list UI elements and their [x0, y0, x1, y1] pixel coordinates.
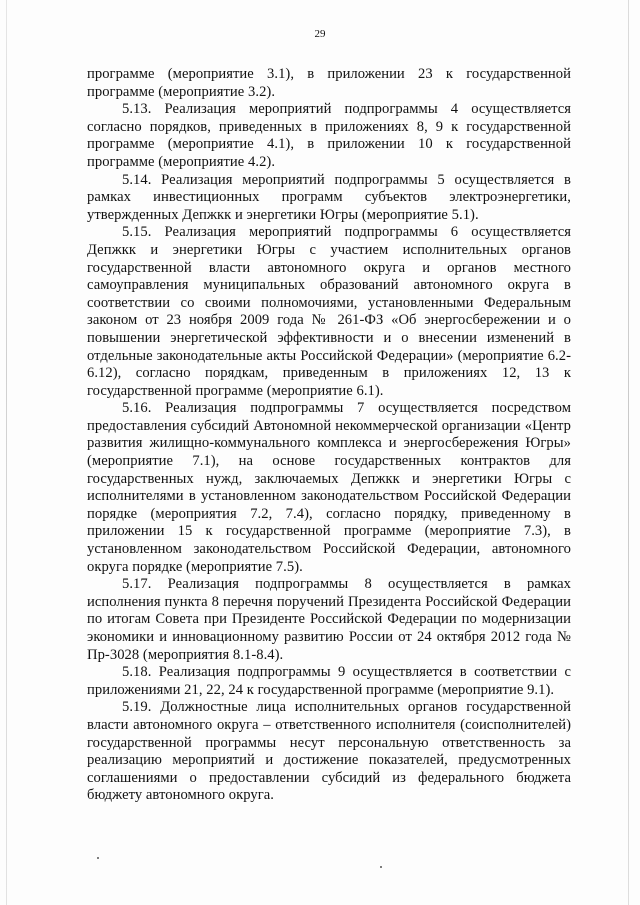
scan-speck: [97, 857, 99, 859]
paragraph-5-13: 5.13. Реализация мероприятий подпрограммы 4 осуществляется согласно порядков, приведенных в приложениях 8, 9 к государственной программе (мероприятие 4.1), в приложении 10 к государственной программе (мероприятие 4.2).: [87, 101, 571, 170]
paragraph-continuation: программе (мероприятие 3.1), в приложении 23 к государственной программе (мероприятие 3.2).: [87, 66, 571, 100]
paragraph-5-16: 5.16. Реализация подпрограммы 7 осуществляется посредством предоставления субсидий Автономной некоммерческой организации «Центр развития жилищно-коммунального комплекса и энергосбережения Югры» (мероприятие 7.1), на основе государственных контрактов для государственных нужд, заключаемых Депжкк и энергетики Югры с исполнителями в установленном законодательством Российской Федерации порядке (мероприятия 7.2, 7.4), согласно порядку, приведенному в приложении 15 к государственной программе (мероприятие 7.3), в установленном законодательством Российской Федерации, автономного округа порядке (мероприятие 7.5).: [87, 400, 571, 575]
paragraph-5-17: 5.17. Реализация подпрограммы 8 осуществляется в рамках исполнения пункта 8 перечня поручений Президента Российской Федерации по итогам Совета при Президенте Российской Федерации по модернизации экономики и инновационному развитию России от 24 октября 2012 года № Пр-3028 (мероприятия 8.1-8.4).: [87, 576, 571, 663]
paragraph-5-19: 5.19. Должностные лица исполнительных органов государственной власти автономного округа – ответственного исполнителя (соисполнителей) государственной программы несут персональную ответственность за реализацию мероприятий и достижение показателей, предусмотренных соглашениями о предоставлении субсидий из федерального бюджета бюджету автономного округа.: [87, 699, 571, 804]
scan-edge-right: [628, 0, 629, 905]
scan-speck: [380, 866, 382, 868]
document-body: [87, 66, 571, 805]
paragraph-5-15: 5.15. Реализация мероприятий подпрограммы 6 осуществляется Депжкк и энергетики Югры с участием исполнительных органов государственной власти автономного округа и органов местного самоуправления муниципальных образований автономного округа в соответствии со своими полномочиями, установленными Федеральным законом от 23 ноября 2009 года № 261-ФЗ «Об энергосбережении и о повышении энергетической эффективности и о внесении изменений в отдельные законодательные акты Российской Федерации» (мероприятие 6.2-6.12), согласно порядкам, приведенным в приложениях 12, 13 к государственной программе (мероприятие 6.1).: [87, 224, 571, 399]
page-number: 29: [314, 28, 326, 40]
paragraph-5-14: 5.14. Реализация мероприятий подпрограммы 5 осуществляется в рамках инвестиционных программ субъектов электроэнергетики, утвержденных Депжкк и энергетики Югры (мероприятие 5.1).: [87, 171, 571, 223]
paragraph-5-18: 5.18. Реализация подпрограммы 9 осуществляется в соответствии с приложениями 21, 22, 24 к государственной программе (мероприятие 9.1).: [87, 664, 571, 698]
scan-edge-left: [6, 0, 7, 905]
